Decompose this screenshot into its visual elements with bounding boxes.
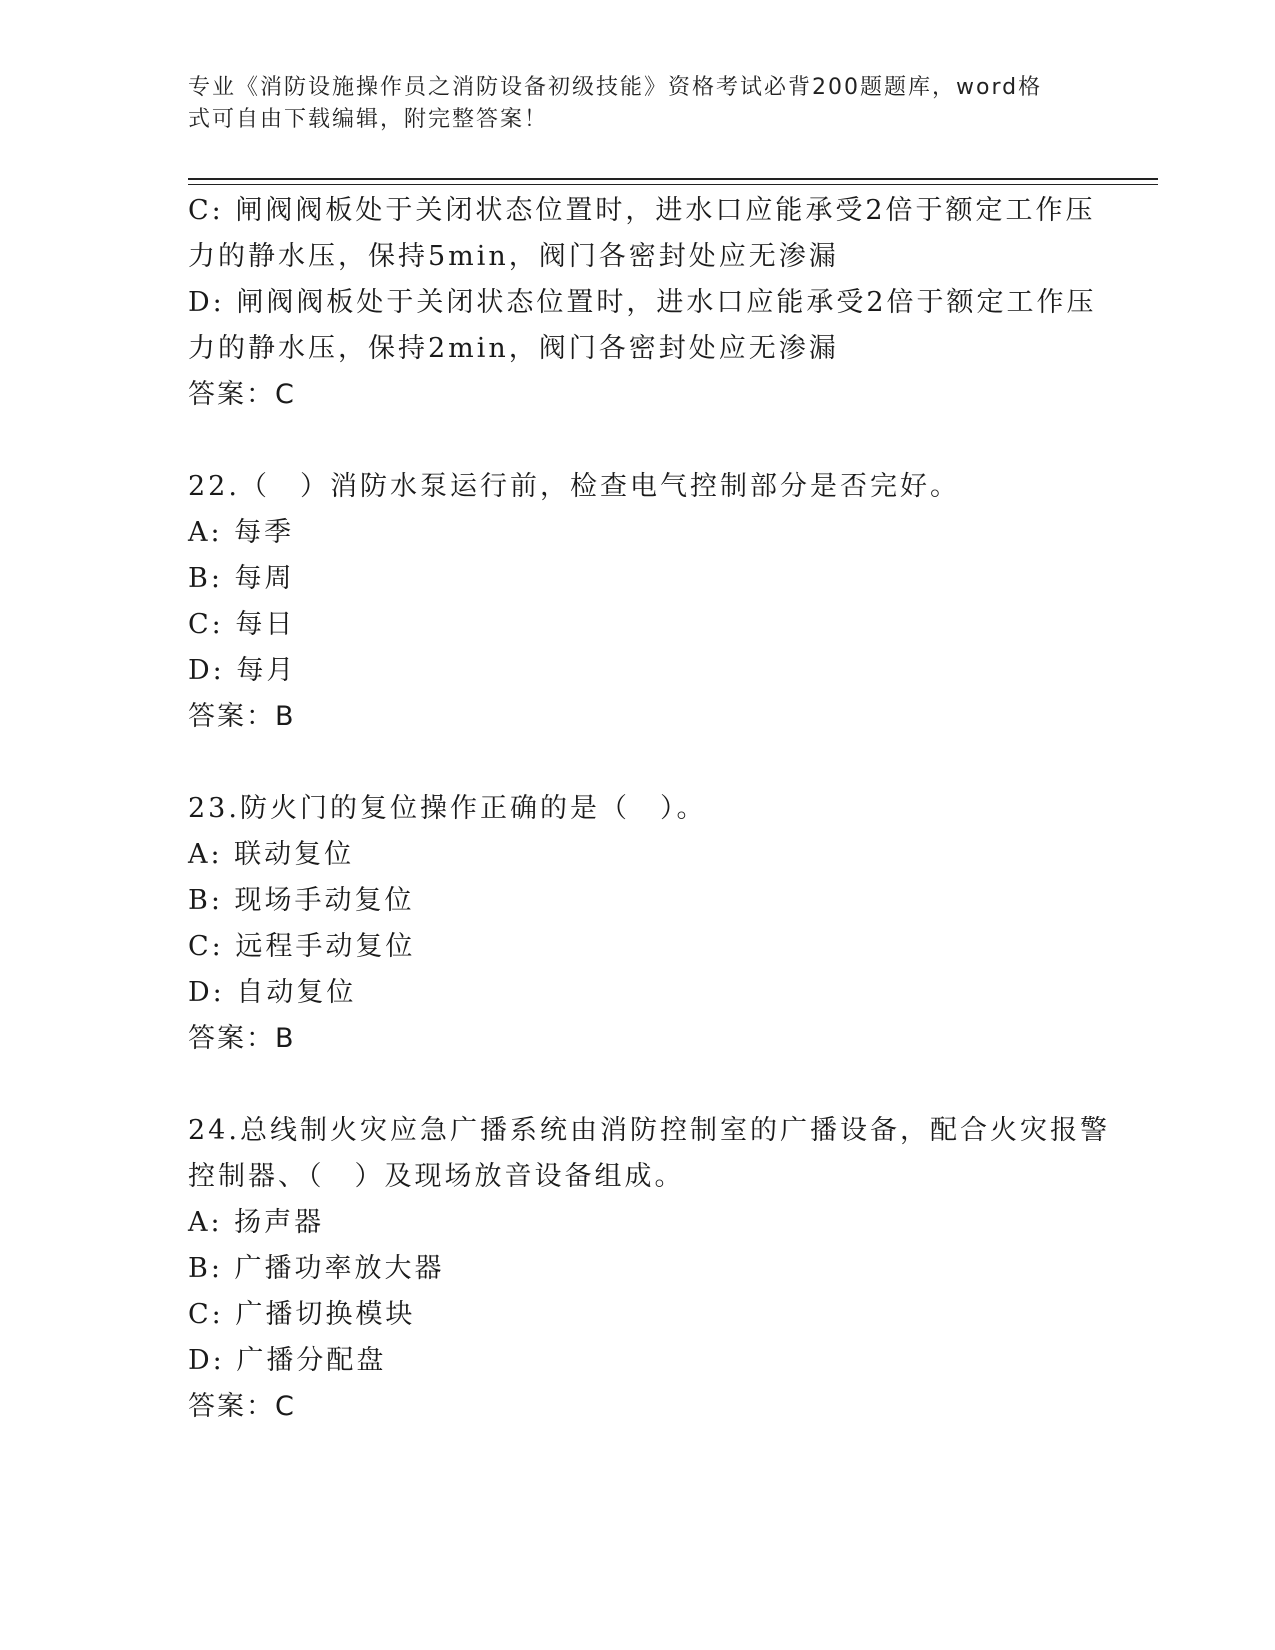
option-c: C: 广播切换模块 xyxy=(188,1299,416,1330)
option-a: A: 扬声器 xyxy=(188,1207,325,1238)
option-c-line-1: C: 闸阀阀板处于关闭状态位置时，进水口应能承受2倍于额定工作压 xyxy=(188,195,1096,226)
question-22 xyxy=(188,464,1088,740)
header-line-1: 专业《消防设施操作员之消防设备初级技能》资格考试必背200题题库，word格 xyxy=(188,75,1043,100)
header-line-2: 式可自由下载编辑，附完整答案！ xyxy=(188,107,549,132)
question-23 xyxy=(188,786,1088,1062)
option-b: B: 现场手动复位 xyxy=(188,885,415,916)
question-24 xyxy=(188,1108,1110,1430)
option-c-line-2: 力的静水压，保持5min，阀门各密封处应无渗漏 xyxy=(188,241,839,272)
option-d: D: 自动复位 xyxy=(188,977,357,1008)
header-divider-thick xyxy=(188,178,1158,180)
option-d-line-2: 力的静水压，保持2min，阀门各密封处应无渗漏 xyxy=(188,333,839,364)
option-a: A: 每季 xyxy=(188,517,295,548)
option-c: C: 每日 xyxy=(188,609,296,640)
option-d: D: 广播分配盘 xyxy=(188,1345,387,1376)
document-header xyxy=(188,72,1068,136)
option-d: D: 每月 xyxy=(188,655,297,686)
answer-line: 答案：B xyxy=(188,701,296,732)
question-stem: 23.防火门的复位操作正确的是（ ）。 xyxy=(188,793,707,824)
question-stem-line-1: 24.总线制火灾应急广播系统由消防控制室的广播设备，配合火灾报警 xyxy=(188,1115,1110,1146)
option-c: C: 远程手动复位 xyxy=(188,931,416,962)
continued-question xyxy=(188,188,1097,418)
question-stem-line-2: 控制器、（ ）及现场放音设备组成。 xyxy=(188,1161,685,1192)
answer-line: 答案：C xyxy=(188,1391,296,1422)
answer-line: 答案：C xyxy=(188,379,296,410)
option-a: A: 联动复位 xyxy=(188,839,355,870)
option-d-line-1: D: 闸阀阀板处于关闭状态位置时，进水口应能承受2倍于额定工作压 xyxy=(188,287,1097,318)
header-divider-thin xyxy=(188,184,1158,185)
option-b: B: 每周 xyxy=(188,563,295,594)
question-list xyxy=(188,188,1110,1430)
answer-line: 答案：B xyxy=(188,1023,296,1054)
question-stem: 22.（ ）消防水泵运行前，检查电气控制部分是否完好。 xyxy=(188,471,960,502)
option-b: B: 广播功率放大器 xyxy=(188,1253,445,1284)
